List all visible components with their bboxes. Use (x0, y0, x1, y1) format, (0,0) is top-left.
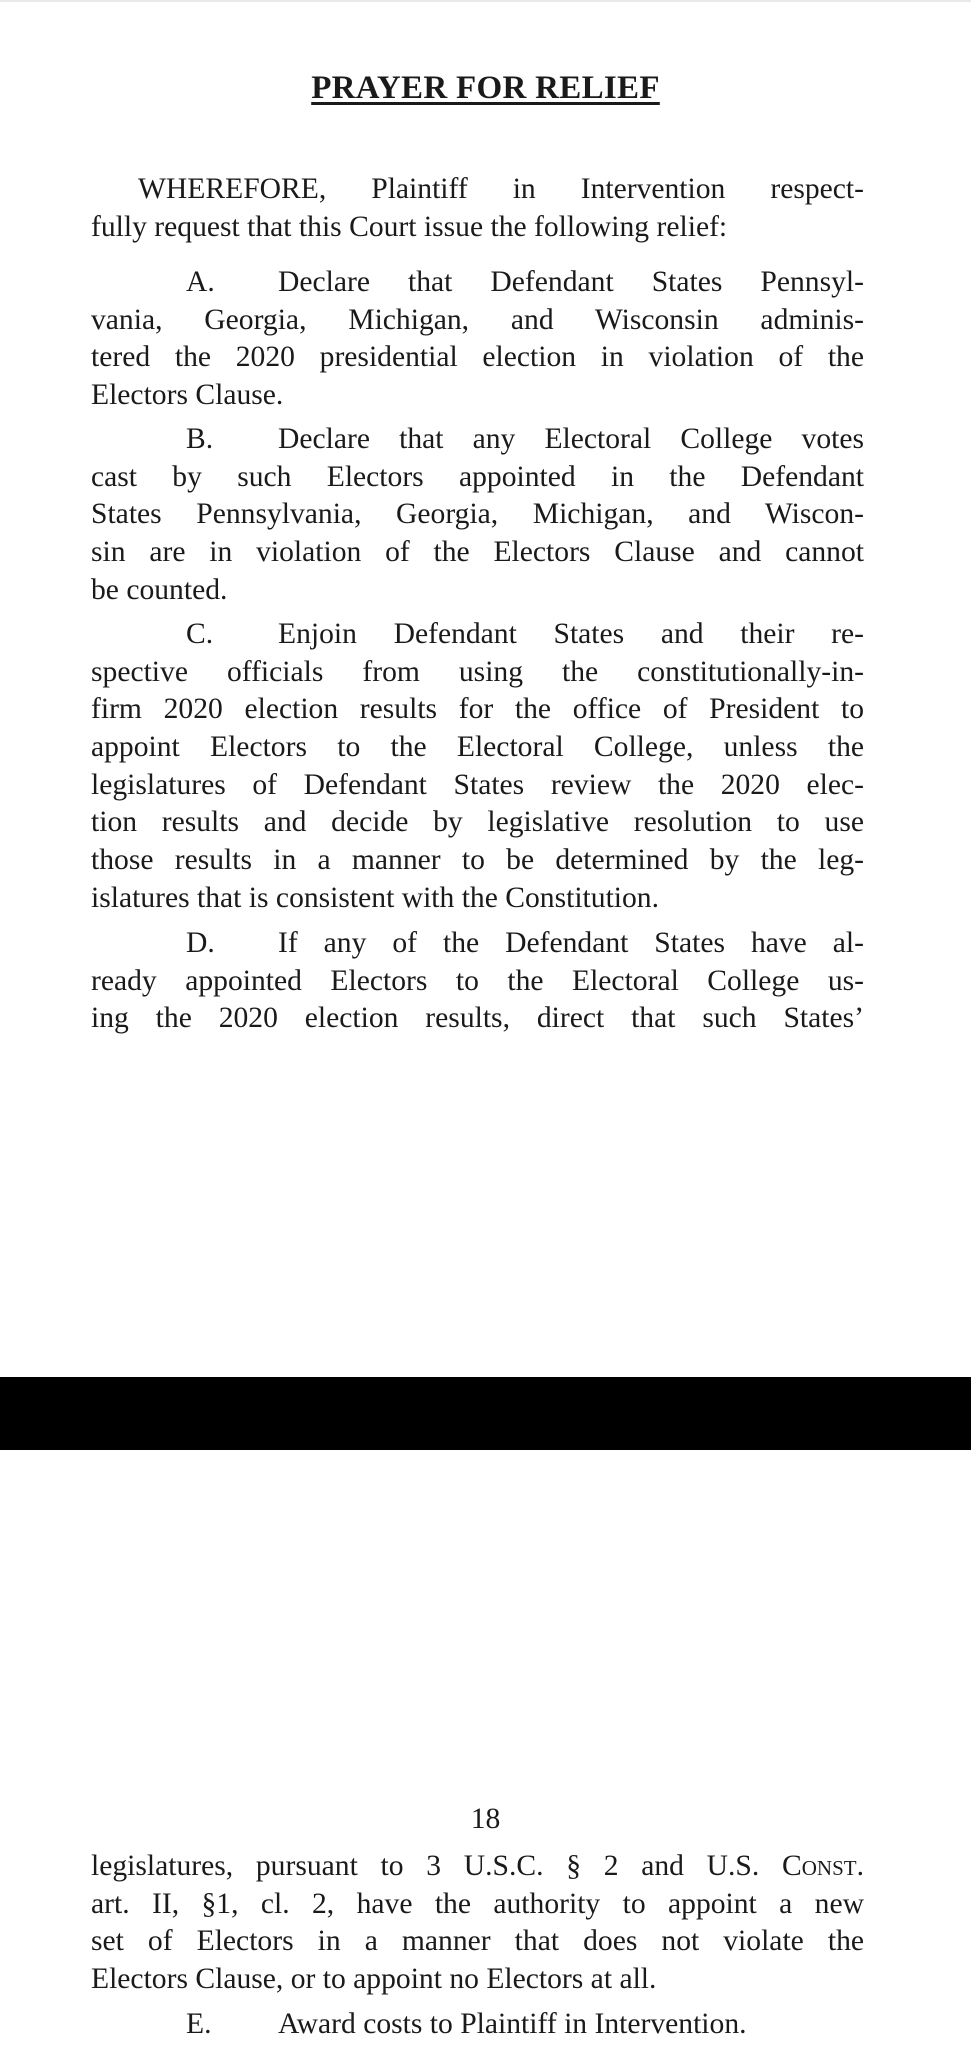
item-line: sin are in violation of the Electors Clause and cannot (91, 536, 864, 569)
item-line: appoint Electors to the Electoral College, unless the (91, 731, 864, 764)
item-line: Enjoin Defendant States and their re- (278, 618, 864, 650)
item-line: be counted. (91, 573, 228, 606)
item-marker: B. (186, 423, 214, 455)
continuation-line: art. II, §1, cl. 2, have the authority to appoint a new (91, 1887, 864, 1920)
item-marker: D. (186, 927, 215, 959)
continuation-line: set of Electors in a manner that does not violate the (91, 1925, 864, 1958)
item-line: ready appointed Electors to the Electoral College us- (91, 964, 864, 997)
relief-item-b (91, 421, 864, 609)
item-line: Declare that Defendant States Pennsyl- (278, 266, 864, 298)
item-marker: E. (186, 2008, 212, 2040)
relief-item-c (91, 616, 864, 918)
intro-line: fully request that this Court issue the following relief: (91, 210, 728, 243)
relief-item-a (91, 264, 864, 415)
item-line: tion results and decide by legislative resolution to use (91, 806, 864, 839)
page-separator-band (0, 1377, 971, 1450)
item-line: vania, Georgia, Michigan, and Wisconsin adminis- (91, 303, 864, 336)
item-line: Award costs to Plaintiff in Intervention. (278, 2008, 747, 2040)
page-top-border (0, 0, 971, 2)
relief-item-d (91, 925, 864, 1038)
item-line: States Pennsylvania, Georgia, Michigan, and Wiscon- (91, 498, 864, 531)
item-line: cast by such Electors appointed in the Defendant (91, 460, 864, 493)
continuation-line: legislatures, pursuant to 3 U.S.C. § 2 and U.S. (91, 1850, 783, 1882)
continuation-paragraph (91, 1848, 864, 1999)
section-heading: PRAYER FOR RELIEF (311, 70, 660, 106)
item-line: If any of the Defendant States have al- (278, 927, 864, 959)
const-abbreviation: Const. (782, 1850, 864, 1882)
continuation-line: Electors Clause, or to appoint no Electors at all. (91, 1963, 657, 1996)
intro-line: WHEREFORE, Plaintiff in Intervention respect- (138, 173, 864, 205)
item-line: legislatures of Defendant States review the 2020 elec- (91, 768, 864, 801)
page-number: 18 (470, 1803, 501, 1835)
item-line: spective officials from using the constitutionally-in- (91, 655, 864, 688)
item-line: ing the 2020 election results, direct that such States’ (91, 1002, 864, 1035)
item-line: Electors Clause. (91, 379, 284, 412)
item-marker: A. (186, 266, 215, 298)
item-line: islatures that is consistent with the Constitution. (91, 881, 660, 914)
item-line: those results in a manner to be determined by the leg- (91, 844, 864, 877)
item-line: tered the 2020 presidential election in violation of the (91, 341, 864, 374)
item-line: firm 2020 election results for the office of President to (91, 693, 864, 726)
intro-paragraph (91, 171, 864, 246)
item-line: Declare that any Electoral College votes (278, 423, 864, 455)
item-marker: C. (186, 618, 214, 650)
relief-item-e (91, 2006, 864, 2044)
